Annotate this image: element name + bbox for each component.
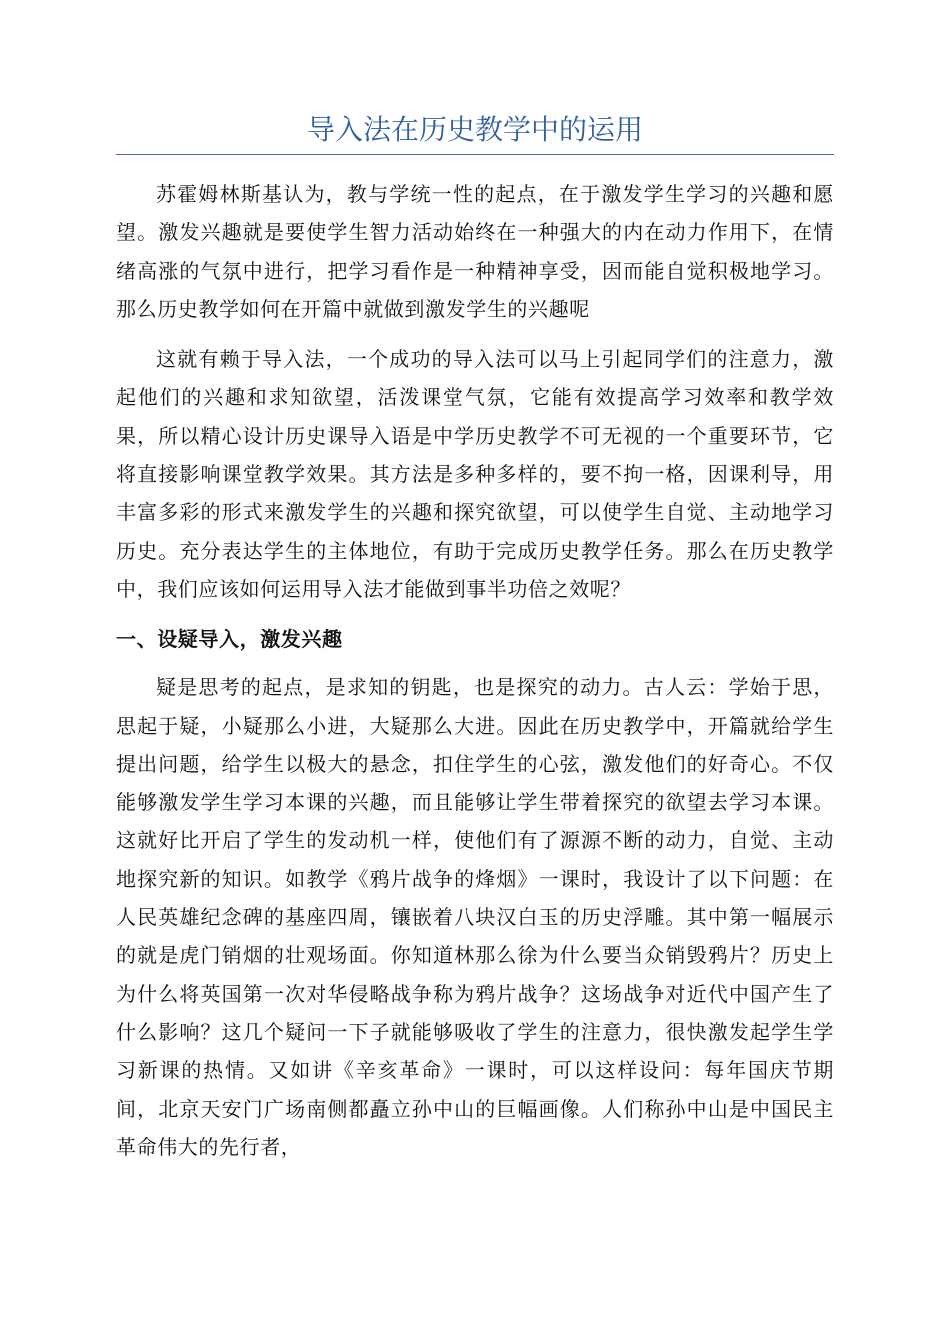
section-heading-1: 一、设疑导入，激发兴趣 [116, 627, 343, 652]
document-page [116, 110, 834, 1178]
intro-paragraph-2: 这就有赖于导入法，一个成功的导入法可以马上引起同学们的注意力，激起他们的兴趣和求知欲望，活泼课堂气氛，它能有效提高学习效率和教学效果，所以精心设计历史课导入语是中学历史教学不可无视的一个重要环节，它将直接影响课堂教学效果。其方法是多种多样的，要不拘一格，因课利导，用丰富多彩的形式来激发学生的兴趣和探究欲望，可以使学生自觉、主动地学习历史。充分表达学生的主体地位，有助于完成历史教学任务。那么在历史教学中，我们应该如何运用导入法才能做到事半功倍之效呢？ [116, 347, 834, 601]
section-1-paragraph: 疑是思考的起点，是求知的钥匙，也是探究的动力。古人云：学始于思，思起于疑，小疑那么小进，大疑那么大进。因此在历史教学中，开篇就给学生提出问题，给学生以极大的悬念，扣住学生的心弦，激发他们的好奇心。不仅能够激发学生学习本课的兴趣，而且能够让学生带着探究的欲望去学习本课。这就好比开启了学生的发动机一样，使他们有了源源不断的动力，自觉、主动地探究新的知识。如教学《鸦片战争的烽烟》一课时，我设计了以下问题：在人民英雄纪念碑的基座四周，镶嵌着八块汉白玉的历史浮雕。其中第一幅展示的就是虎门销烟的壮观场面。你知道林那么徐为什么要当众销毁鸦片？历史上为什么将英国第一次对华侵略战争称为鸦片战争？这场战争对近代中国产生了什么影响？这几个疑问一下子就能够吸收了学生的注意力，很快激发起学生学习新课的热情。又如讲《辛亥革命》一课时，可以这样设问：每年国庆节期间，北京天安门广场南侧都矗立孙中山的巨幅画像。人们称孙中山是中国民主革命伟大的先行者， [116, 675, 834, 1159]
intro-paragraph-1: 苏霍姆林斯基认为，教与学统一性的起点，在于激发学生学习的兴趣和愿望。激发兴趣就是要使学生智力活动始终在一种强大的内在动力作用下，在情绪高涨的气氛中进行，把学习看作是一种精神享受，因而能自觉积极地学习。那么历史教学如何在开篇中就做到激发学生的兴趣呢 [116, 182, 834, 321]
title-underline [116, 154, 834, 155]
document-title: 导入法在历史教学中的运用 [306, 113, 643, 146]
